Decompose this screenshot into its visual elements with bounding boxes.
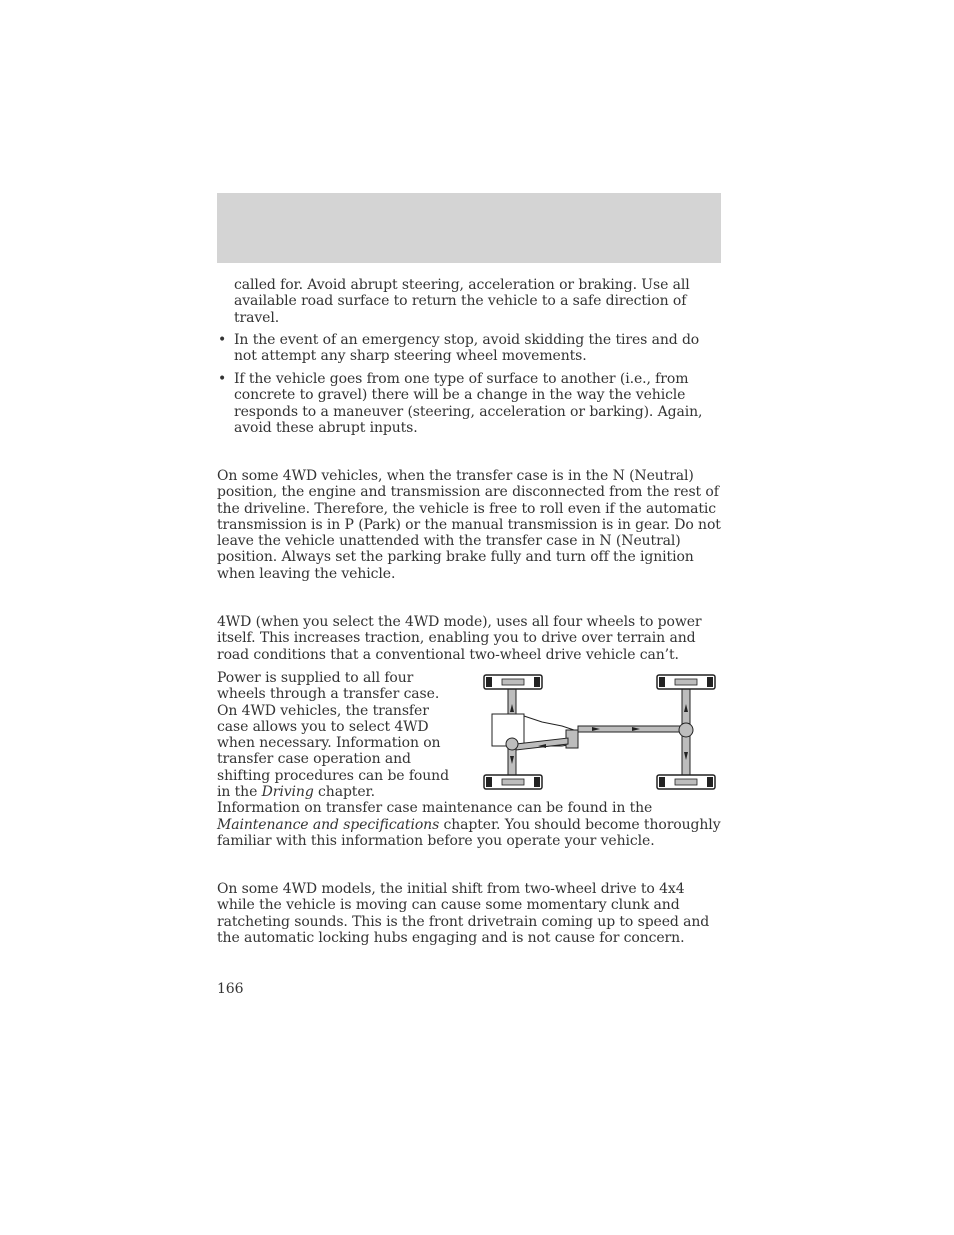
rear-differential (679, 723, 693, 737)
drivetrain-diagram (482, 672, 718, 794)
front-right-wheel (657, 675, 715, 689)
driving-chapter-reference: Driving (261, 784, 314, 801)
chapter-header-band (217, 193, 721, 263)
power-text-3: chapter. You should become thoroughly familiar with this information before you operate your vehicle. (217, 816, 721, 849)
rear-right-wheel (657, 775, 715, 789)
front-left-wheel (484, 675, 542, 689)
bullet-text: If the vehicle goes from one type of surface to another (i.e., from concrete to gravel) there will be a change in the way the vehicle responds to a maneuver (steering, acceleration or barking). Again, avoid these abrupt inputs. (234, 371, 703, 436)
list-item (217, 371, 723, 436)
list-item (217, 332, 723, 365)
bullet-icon: • (218, 371, 227, 388)
front-differential (506, 738, 518, 750)
power-text-1: Power is supplied to all four wheels through a transfer case. On 4WD vehicles, the transfer case allows you to select 4WD when necessary. Information on transfer case operation and shifting procedures can be found in the (217, 670, 449, 801)
continuation-text: called for. Avoid abrupt steering, acceleration or braking. Use all available road surface to return the vehicle to a safe direction of travel. (234, 277, 690, 326)
rear-left-wheel (484, 775, 542, 789)
maintenance-chapter-reference: Maintenance and specifications (217, 816, 440, 833)
power-text-2: chapter. Information on transfer case maintenance can be found in the (217, 784, 653, 817)
bullet-text: In the event of an emergency stop, avoid skidding the tires and do not attempt any sharp steering wheel movements. (234, 332, 700, 365)
page-number: 166 (217, 981, 244, 997)
fourwd-paragraph: 4WD (when you select the 4WD mode), uses all four wheels to power itself. This increases traction, enabling you to drive over terrain and road conditions that a conventional two-wheel drive vehicle can’t. (217, 614, 702, 663)
neutral-paragraph: On some 4WD vehicles, when the transfer case is in the N (Neutral) position, the engine and transmission are disconnected from the rest of the driveline. Therefore, the vehicle is free to roll even if the automatic transmission is in P (Park) or the manual transmission is in gear. Do not leave the vehicle unattended with the transfer case in N (Neutral) position. Always set the parking brake fully and turn off the ignition when leaving the vehicle. (217, 468, 721, 582)
bullet-list (217, 332, 723, 443)
shift-paragraph: On some 4WD models, the initial shift from two-wheel drive to 4x4 while the vehicle is moving can cause some momentary clunk and ratcheting sounds. This is the front drivetrain coming up to speed and the automatic locking hubs engaging and is not cause for concern. (217, 881, 710, 946)
bullet-icon: • (218, 332, 227, 348)
